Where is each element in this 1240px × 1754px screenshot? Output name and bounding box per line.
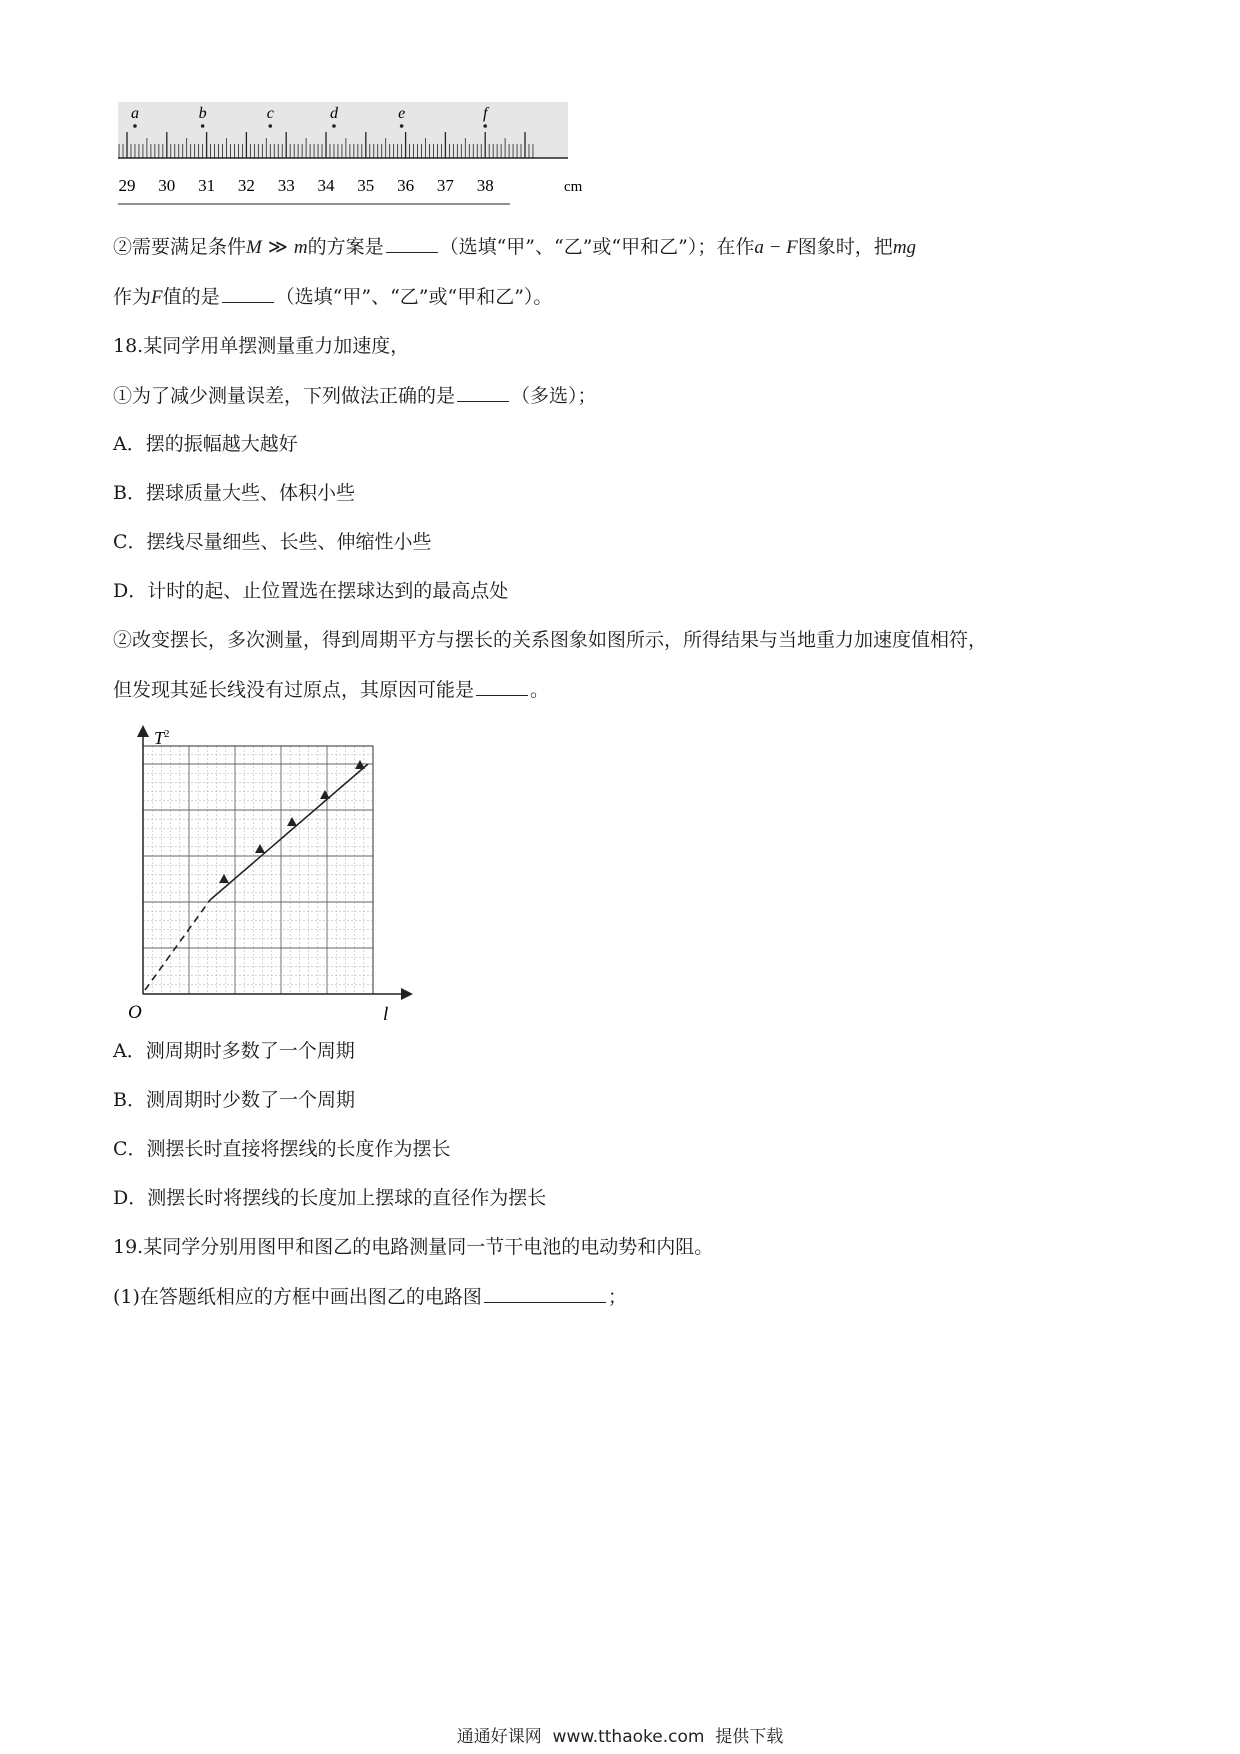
ruler-point-label: f bbox=[482, 105, 488, 122]
ruler-point-dot bbox=[483, 124, 487, 128]
ruler-point-dot bbox=[268, 124, 272, 128]
ruler-number: 36 bbox=[397, 176, 415, 195]
var-F: F bbox=[151, 287, 163, 308]
expr-mg: mg bbox=[892, 237, 917, 258]
ruler-number: 29 bbox=[118, 176, 136, 195]
q18-p1-option-a: A．摆的振幅越大越好 bbox=[113, 433, 298, 455]
q18-p1-option-b: B．摆球质量大些、体积小些 bbox=[113, 482, 355, 504]
ruler-point-label: a bbox=[130, 105, 139, 122]
data-point bbox=[287, 817, 297, 826]
q17-part2-line1 bbox=[113, 232, 916, 262]
answer-blank[interactable] bbox=[476, 675, 528, 696]
ruler-number: 33 bbox=[277, 176, 295, 195]
var-M: M bbox=[246, 237, 262, 258]
q18-p2-option-a: A．测周期时多数了一个周期 bbox=[113, 1040, 355, 1062]
q18-p2-option-c: C．测摆长时直接将摆线的长度作为摆长 bbox=[113, 1138, 451, 1160]
ruler-number: 34 bbox=[317, 176, 335, 195]
q18-p1-option-c: C．摆线尽量细些、长些、伸缩性小些 bbox=[113, 531, 432, 553]
ruler-point-dot bbox=[400, 124, 404, 128]
text: （选填“甲”、“乙”或“甲和乙”）。 bbox=[275, 286, 553, 308]
ruler-point-dot bbox=[332, 124, 336, 128]
ruler-number: 30 bbox=[158, 176, 176, 195]
answer-blank[interactable] bbox=[457, 381, 509, 402]
ruler-point-dot bbox=[133, 124, 137, 128]
footer-site-name: 通通好课网 bbox=[456, 1727, 542, 1747]
ruler-numbers bbox=[119, 176, 494, 195]
ruler-number: 32 bbox=[237, 176, 255, 195]
ruler-number: 35 bbox=[357, 176, 375, 195]
text: 值的是 bbox=[162, 286, 220, 308]
ruler-point-label: e bbox=[398, 105, 406, 122]
q18-p1-option-d: D．计时的起、止位置选在摆球达到的最高点处 bbox=[113, 580, 509, 602]
data-point bbox=[255, 844, 265, 853]
ruler-point-label: d bbox=[329, 105, 338, 122]
y-axis-label: $T^2$ bbox=[154, 728, 170, 748]
data-point bbox=[355, 760, 365, 769]
text: (1)在答题纸相应的方框中画出图乙的电路图 bbox=[113, 1286, 482, 1308]
ruler-point-dot bbox=[201, 124, 205, 128]
text: ②需要满足条件 bbox=[113, 236, 247, 258]
text: 作为 bbox=[113, 286, 152, 308]
ruler-unit: cm bbox=[564, 179, 583, 195]
ruler-number: 31 bbox=[198, 176, 216, 195]
origin-label: O bbox=[128, 1002, 142, 1022]
q19-part1 bbox=[113, 1282, 627, 1311]
text: （多选）； bbox=[511, 385, 597, 407]
q18-part1 bbox=[113, 381, 597, 410]
text: （选填“甲”、“乙”或“甲和乙”）；在作 bbox=[439, 236, 755, 258]
graph-grid bbox=[143, 746, 373, 994]
ruler-number: 37 bbox=[436, 176, 454, 195]
relation-symbol: ≫ bbox=[267, 236, 288, 258]
t2-l-graph bbox=[118, 722, 418, 1022]
q18-p2-option-d: D．测摆长时将摆线的长度加上摆球的直径作为摆长 bbox=[113, 1187, 547, 1209]
expr-a-F: a − F bbox=[754, 237, 798, 258]
answer-blank[interactable] bbox=[386, 232, 438, 253]
text: ； bbox=[607, 1286, 627, 1308]
data-point bbox=[320, 790, 330, 799]
answer-blank[interactable] bbox=[222, 282, 274, 303]
fit-line bbox=[210, 764, 368, 900]
text: 。 bbox=[530, 679, 550, 701]
text: 但发现其延长线没有过原点，其原因可能是 bbox=[113, 679, 475, 701]
grid-border bbox=[143, 746, 373, 994]
x-axis-label: l bbox=[383, 1004, 389, 1022]
q18-part2-line2 bbox=[113, 675, 549, 704]
ruler-point-label: c bbox=[266, 105, 274, 122]
page-footer bbox=[0, 1722, 1240, 1747]
footer-suffix: 提供下载 bbox=[715, 1727, 784, 1747]
q19-title: 19.某同学分别用图甲和图乙的电路测量同一节干电池的电动势和内阻。 bbox=[113, 1236, 714, 1258]
answer-blank[interactable] bbox=[484, 1282, 606, 1303]
ruler-point-label: b bbox=[198, 105, 207, 122]
data-points bbox=[219, 760, 365, 883]
q18-p2-option-b: B．测周期时少数了一个周期 bbox=[113, 1089, 355, 1111]
q18-title: 18.某同学用单摆测量重力加速度， bbox=[113, 335, 410, 357]
text: 的方案是 bbox=[307, 236, 384, 258]
ruler-figure bbox=[118, 102, 598, 212]
q18-part2-line1: ②改变摆长，多次测量，得到周期平方与摆长的关系图象如图所示，所得结果与当地重力加速度值相符， bbox=[113, 629, 988, 651]
extension-dashed-line bbox=[145, 900, 210, 990]
data-point bbox=[219, 874, 229, 883]
footer-url[interactable]: www.tthaoke.com bbox=[552, 1727, 705, 1747]
ruler-number: 38 bbox=[476, 176, 494, 195]
text: 图象时，把 bbox=[797, 236, 893, 258]
q17-part2-line2 bbox=[113, 282, 552, 312]
ruler-body bbox=[118, 102, 568, 158]
var-m: m bbox=[293, 237, 308, 258]
text: ①为了减少测量误差，下列做法正确的是 bbox=[113, 385, 456, 407]
